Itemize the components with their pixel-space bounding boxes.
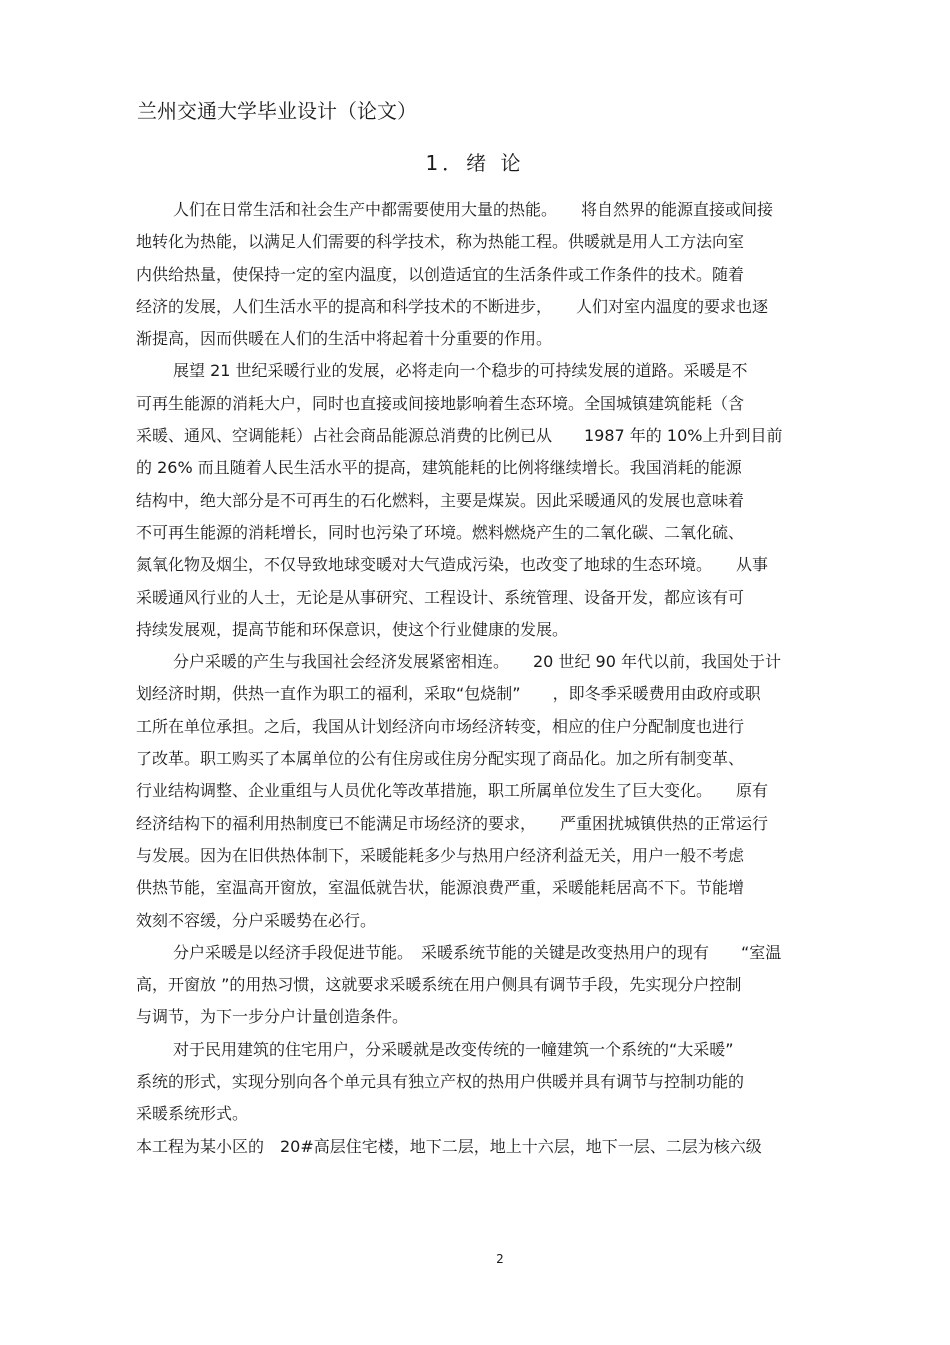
text-line: 供热节能，室温高开窗放，室温低就告状，能源浪费严重，采暖能耗居高不下。节能增 bbox=[136, 878, 745, 898]
text-line: 内供给热量，使保持一定的室内温度，以创造适宜的生活条件或工作条件的技术。随着 bbox=[136, 264, 745, 284]
text-line: 经济结构下的福利用热制度已不能满足市场经济的要求， 严重困扰城镇供热的正常运行 bbox=[136, 813, 769, 833]
text-line: 划经济时期，供热一直作为职工的福利，采取“包烧制” ，即冬季采暖费用由政府或职 bbox=[136, 684, 761, 704]
text-line: 本工程为某小区的 20#高层住宅楼，地下二层，地上十六层，地下一层、二层为核六级 bbox=[136, 1136, 762, 1156]
text-line: 效刻不容缓，分户采暖势在必行。 bbox=[136, 910, 377, 930]
text-line: 结构中，绝大部分是不可再生的石化燃料，主要是煤炭。因此采暖通风的发展也意味着 bbox=[136, 490, 745, 510]
text-line: 可再生能源的消耗大户，同时也直接或间接地影响着生态环境。全国城镇建筑能耗（含 bbox=[136, 393, 745, 413]
text-line: 展望 21 世纪采暖行业的发展，必将走向一个稳步的可持续发展的道路。采暖是不 bbox=[173, 361, 748, 381]
text-line: 采暖、通风、空调能耗）占社会商品能源总消费的比例已从 1987 年的 10%上升到目前 bbox=[136, 426, 783, 446]
text-line: 经济的发展，人们生活水平的提高和科学技术的不断进步， 人们对室内温度的要求也逐 bbox=[136, 296, 769, 316]
text-line: 高，开窗放 ”的用热习惯，这就要求采暖系统在用户侧具有调节手段，先实现分户控制 bbox=[136, 975, 742, 995]
text-line: 系统的形式，实现分别向各个单元具有独立产权的热用户供暖并具有调节与控制功能的 bbox=[136, 1072, 745, 1092]
text-line: 对于民用建筑的住宅用户，分采暖就是改变传统的一幢建筑一个系统的“大采暖” bbox=[173, 1039, 734, 1059]
text-line: 分户采暖的产生与我国社会经济发展紧密相连。 20 世纪 90 年代以前，我国处于计 bbox=[173, 652, 781, 672]
text-line: 的 26% 而且随着人民生活水平的提高，建筑能耗的比例将继续增长。我国消耗的能源 bbox=[136, 458, 742, 478]
text-line: 工所在单位承担。之后，我国从计划经济向市场经济转变，相应的住户分配制度也进行 bbox=[136, 716, 745, 736]
text-line: 地转化为热能，以满足人们需要的科学技术，称为热能工程。供暖就是用人工方法向室 bbox=[136, 232, 745, 252]
text-line: 与发展。因为在旧供热体制下，采暖能耗多少与热用户经济利益无关，用户一般不考虑 bbox=[136, 845, 745, 865]
thesis-header: 兰州交通大学毕业设计（论文） bbox=[137, 99, 417, 123]
page-number: 2 bbox=[496, 1252, 504, 1266]
text-line: 持续发展观，提高节能和环保意识，使这个行业健康的发展。 bbox=[136, 619, 569, 639]
text-line: 采暖通风行业的人士，无论是从事研究、工程设计、系统管理、设备开发，都应该有可 bbox=[136, 587, 745, 607]
text-line: 不可再生能源的消耗增长，同时也污染了环境。燃料燃烧产生的二氧化碳、二氧化硫、 bbox=[136, 522, 745, 542]
chapter-title: 1．绪 论 bbox=[425, 151, 525, 175]
text-line: 氮氧化物及烟尘，不仅导致地球变暖对大气造成污染，也改变了地球的生态环境。 从事 bbox=[136, 555, 769, 575]
text-line: 分户采暖是以经济手段促进节能。 采暖系统节能的关键是改变热用户的现有 “室温 bbox=[173, 942, 782, 962]
text-line: 人们在日常生活和社会生产中都需要使用大量的热能。 将自然界的能源直接或间接 bbox=[173, 200, 774, 219]
text-line: 与调节，为下一步分户计量创造条件。 bbox=[136, 1007, 409, 1027]
text-line: 渐提高，因而供暖在人们的生活中将起着十分重要的作用。 bbox=[136, 329, 553, 349]
text-line: 了改革。职工购买了本属单位的公有住房或住房分配实现了商品化。加之所有制变革、 bbox=[136, 749, 745, 769]
body-text bbox=[136, 194, 866, 1163]
text-line: 采暖系统形式。 bbox=[136, 1104, 249, 1124]
text-line: 行业结构调整、企业重组与人员优化等改革措施，职工所属单位发生了巨大变化。 原有 bbox=[136, 781, 769, 801]
